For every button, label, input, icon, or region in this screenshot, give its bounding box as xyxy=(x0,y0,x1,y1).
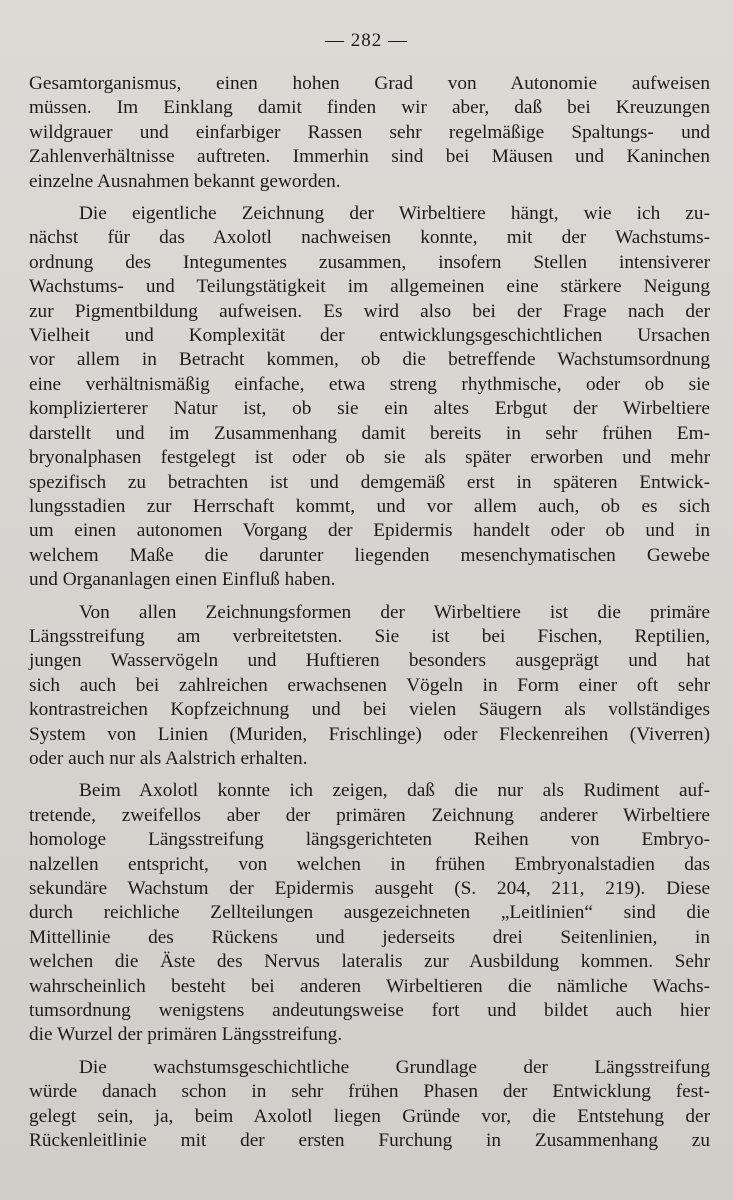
text-line: Die wachstumsgeschichtliche Grundlage der Längsstreifung xyxy=(79,1056,710,1078)
text-line: Zahlenverhältnisse auftreten. Immerhin sind bei Mäusen und Kaninchen xyxy=(29,146,710,168)
text-line: Gesamtorganismus, einen hohen Grad von Autonomie aufweisen xyxy=(29,73,710,94)
text-line: einzelne Ausnahmen bekannt geworden. xyxy=(29,170,341,192)
text-line: Vielheit und Komplexität der entwicklungsgeschichtlichen Ursachen xyxy=(29,325,710,347)
text-line: Längsstreifung am verbreitetsten. Sie ist bei Fischen, Reptilien, xyxy=(29,625,710,647)
text-line: lungsstadien zur Herrschaft kommt, und vor allem auch, ob es sich xyxy=(29,495,710,517)
text-line: Rückenleitlinie mit der ersten Furchung in Zusammenhang zu xyxy=(29,1130,710,1152)
text-line: sekundäre Wachstum der Epidermis ausgeht (S. 204, 211, 219). Diese xyxy=(29,878,710,899)
text-line: nalzellen entspricht, von welchen in frühen Embryonalstadien das xyxy=(29,853,710,875)
text-line: gelegt sein, ja, beim Axolotl liegen Gründe vor, die Entstehung der xyxy=(29,1105,710,1127)
text-line: sich auch bei zahlreichen erwachsenen Vögeln in Form einer oft sehr xyxy=(29,674,710,696)
text-line: und Organanlagen einen Einfluß haben. xyxy=(29,569,336,591)
text-line: müssen. Im Einklang damit finden wir aber, daß bei Kreuzungen xyxy=(29,97,710,119)
text-line: homologe Längsstreifung längsgerichteten Reihen von Embryo- xyxy=(29,829,710,851)
body-text xyxy=(29,72,710,1153)
text-line: Mittellinie des Rückens und jederseits drei Seitenlinien, in xyxy=(29,926,710,948)
text-line: eine verhältnismäßig einfache, etwa streng rhythmische, oder ob sie xyxy=(29,373,710,395)
text-line: zur Pigmentbildung aufweisen. Es wird also bei der Frage nach der xyxy=(29,300,710,322)
text-line: nächst für das Axolotl nachweisen konnte, mit der Wachstums- xyxy=(29,227,710,249)
text-line: wahrscheinlich besteht bei anderen Wirbeltieren die nämliche Wachs- xyxy=(29,975,710,997)
text-line: Die eigentliche Zeichnung der Wirbeltiere hängt, wie ich zu- xyxy=(79,203,710,225)
text-line: Von allen Zeichnungsformen der Wirbeltiere ist die primäre xyxy=(79,601,710,623)
text-line: spezifisch zu betrachten ist und demgemäß erst in späteren Entwick- xyxy=(29,471,710,493)
text-line: jungen Wasservögeln und Huftieren besonders ausgeprägt und hat xyxy=(29,650,710,672)
text-line: System von Linien (Muriden, Frischlinge) oder Fleckenreihen (Viverren) xyxy=(29,723,710,745)
text-line: welchen die Äste des Nervus lateralis zur Ausbildung kommen. Sehr xyxy=(29,951,710,973)
text-line: tretende, zweifellos aber der primären Zeichnung anderer Wirbeltiere xyxy=(29,804,710,826)
text-line: durch reichliche Zellteilungen ausgezeichneten „Leitlinien“ sind die xyxy=(29,902,710,924)
text-line: ordnung des Integumentes zusammen, insofern Stellen intensiverer xyxy=(29,251,710,273)
text-line: um einen autonomen Vorgang der Epidermis handelt oder ob und in xyxy=(29,520,710,542)
paragraph xyxy=(29,202,710,593)
text-line: kontrastreichen Kopfzeichnung und bei vielen Säugern als vollständiges xyxy=(29,699,710,721)
text-line: würde danach schon in sehr frühen Phasen der Entwicklung fest- xyxy=(29,1081,710,1103)
text-line: tumsordnung wenigstens andeutungsweise fort und bildet auch hier xyxy=(29,1000,710,1022)
text-line: Beim Axolotl konnte ich zeigen, daß die nur als Rudiment auf- xyxy=(79,780,710,802)
paragraph xyxy=(29,1056,710,1154)
text-line: welchem Maße die darunter liegenden mesenchymatischen Gewebe xyxy=(29,544,710,566)
text-line: komplizierterer Natur ist, ob sie ein altes Erbgut der Wirbeltiere xyxy=(29,398,710,420)
text-line: die Wurzel der primären Längsstreifung. xyxy=(29,1024,343,1046)
text-line: Wachstums- und Teilungstätigkeit im allgemeinen eine stärkere Neigung xyxy=(29,276,710,298)
paragraph xyxy=(29,779,710,1047)
text-line: darstellt und im Zusammenhang damit bereits in sehr frühen Em- xyxy=(29,422,710,444)
text-line: vor allem in Betracht kommen, ob die betreffende Wachstumsordnung xyxy=(29,349,710,371)
page-number: — 282 — xyxy=(325,30,408,51)
paragraph xyxy=(29,601,710,772)
paragraph xyxy=(29,72,710,194)
text-line: oder auch nur als Aalstrich erhalten. xyxy=(29,747,308,769)
text-line: wildgrauer und einfarbiger Rassen sehr regelmäßige Spaltungs- und xyxy=(29,121,710,143)
text-line: bryonalphasen festgelegt ist oder ob sie als später erworben und mehr xyxy=(29,447,710,469)
